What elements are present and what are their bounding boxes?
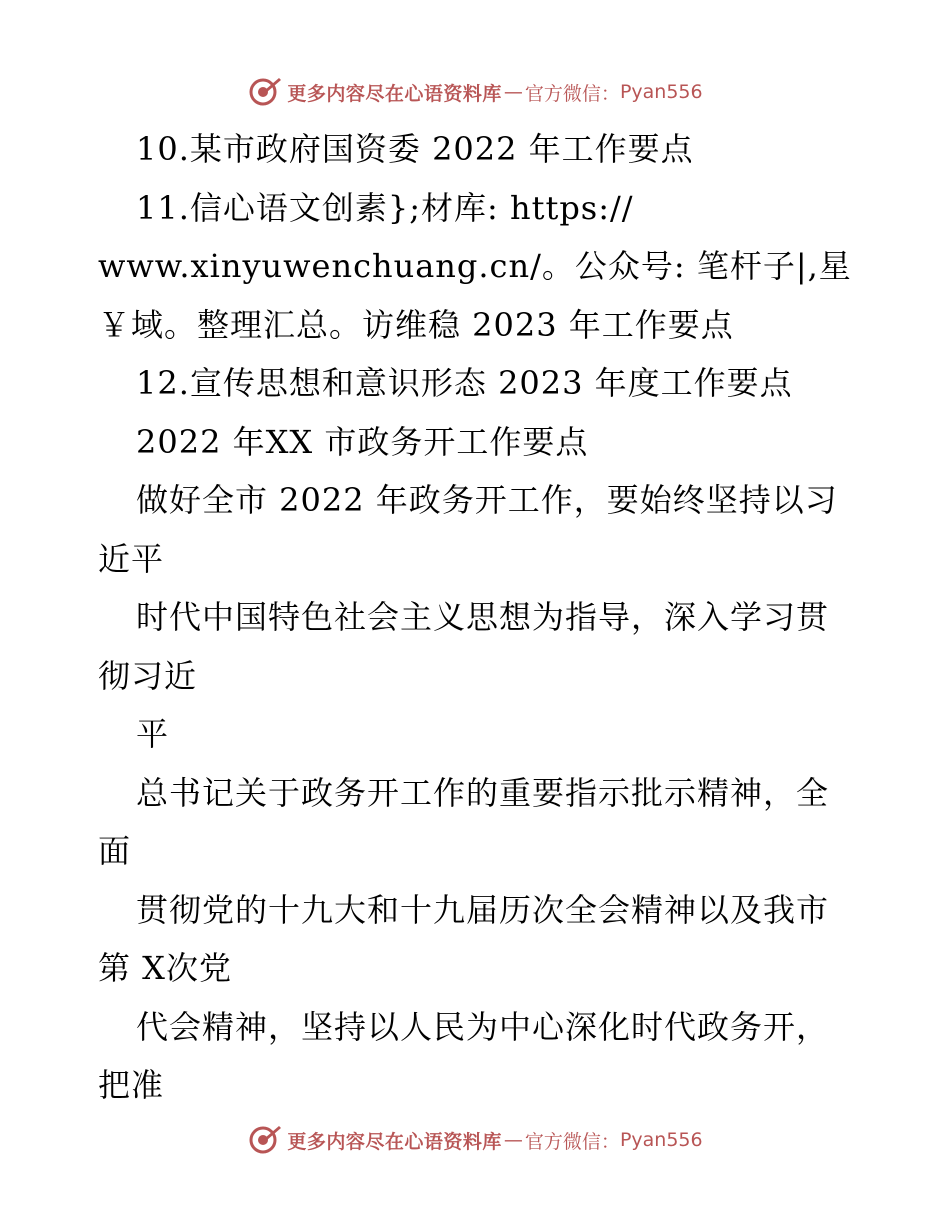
text-line: 12.宣传思想和意识形态 2023 年度工作要点 xyxy=(136,364,793,402)
text-line: 把准 xyxy=(98,1066,165,1104)
pen-logo-icon xyxy=(247,74,283,110)
banner-wechat-label: 官方微信： xyxy=(524,1130,620,1153)
text-line: 近平 xyxy=(98,539,165,578)
text-line: 总书记关于政务开工作的重要指示批示精神，全 xyxy=(136,773,830,812)
footer-banner xyxy=(0,1120,950,1160)
text-line: 代会精神，坚持以人民为中心深化时代政务开， xyxy=(136,1007,830,1046)
text-line: 做好全市 2022 年政务开工作，要始终坚持以习 xyxy=(136,481,838,519)
text-line: 时代中国特色社会主义思想为指导，深入学习贯 xyxy=(136,598,830,636)
text-line: 10.某市政府国资委 2022 年工作要点 xyxy=(136,130,694,168)
text-line: 面 xyxy=(98,832,132,870)
document-body xyxy=(98,120,858,1115)
banner-text: 更多内容尽在心语资料库 xyxy=(287,1130,502,1153)
pen-logo-icon xyxy=(247,1122,283,1158)
text-line: ￥域。整理汇总。访维稳 2023 年工作要点 xyxy=(98,305,734,344)
text-line: 第 X次党 xyxy=(98,949,232,987)
header-banner xyxy=(0,72,950,112)
text-line: 平 xyxy=(136,715,170,753)
text-line: 彻习近 xyxy=(98,656,198,695)
banner-separator: — xyxy=(503,1129,523,1151)
banner-wechat-label: 官方微信： xyxy=(524,82,620,105)
banner-wechat-id: Pyan556 xyxy=(619,1129,703,1151)
banner-wechat-id: Pyan556 xyxy=(619,81,703,103)
banner-text: 更多内容尽在心语资料库 xyxy=(287,82,502,105)
text-line: 11.信心语文创素};材库: https:// xyxy=(136,188,634,227)
text-line: 2022 年XX 市政务开工作要点 xyxy=(136,422,589,461)
banner-separator: — xyxy=(503,81,523,103)
text-line: 贯彻党的十九大和十九届历次全会精神以及我市 xyxy=(136,890,830,929)
text-line: www.xinyuwenchuang.cn/。公众号: 笔杆子|,星 xyxy=(98,247,852,285)
